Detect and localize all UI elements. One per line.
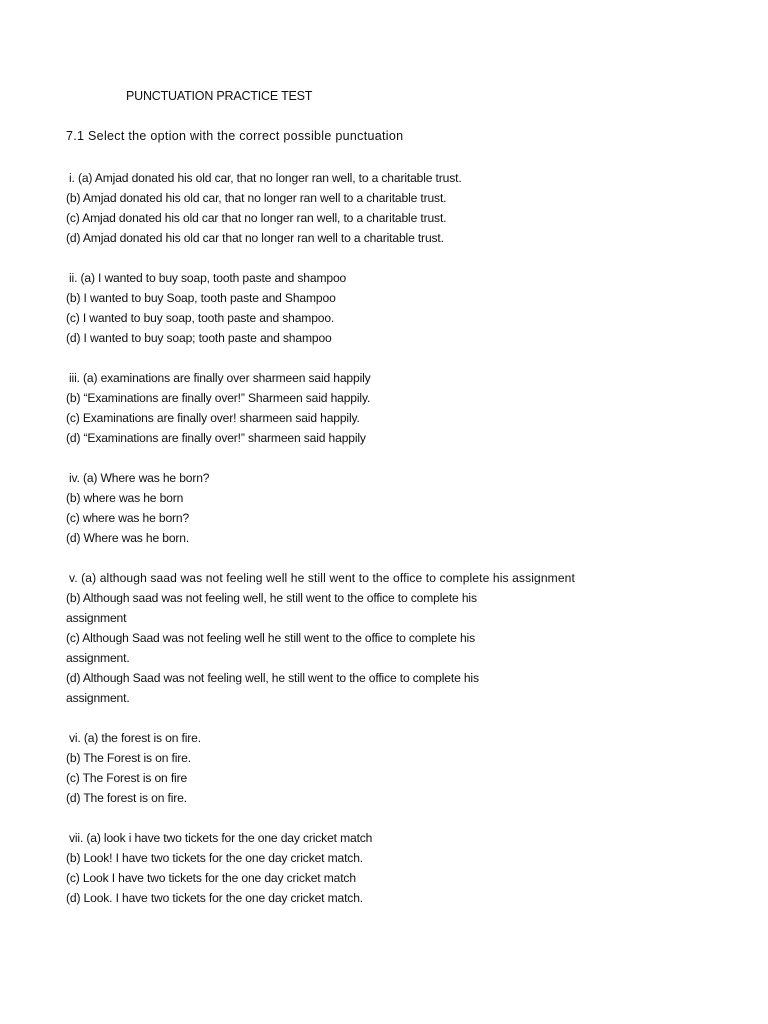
option-line: (c) Examinations are finally over! sharmeen said happily. [66,411,360,425]
option-line: (d) Amjad donated his old car that no longer ran well to a charitable trust. [66,231,444,245]
option-line-continued: assignment. [66,651,130,665]
question-line: iii. (a) examinations are finally over sharmeen said happily [69,371,371,385]
question-iii [66,368,726,448]
option-line: (b) The Forest is on fire. [66,751,191,765]
option-line: (d) The forest is on fire. [66,791,187,805]
question-line: v. (a) although saad was not feeling well he still went to the office to complete his assignment [69,571,575,585]
option-line: (b) I wanted to buy Soap, tooth paste and Shampoo [66,291,336,305]
question-line: iv. (a) Where was he born? [69,471,210,485]
option-line: (b) where was he born [66,491,184,505]
question-line: ii. (a) I wanted to buy soap, tooth paste and shampoo [69,271,347,285]
option-line: (c) Although Saad was not feeling well he still went to the office to complete his [66,631,475,645]
option-line: (c) The Forest is on fire [66,771,188,785]
option-line: (c) where was he born? [66,511,190,525]
question-ii [66,268,726,348]
option-line: (d) “Examinations are finally over!” sharmeen said happily [66,431,366,445]
exercise-instruction: 7.1 Select the option with the correct possible punctuation [66,129,404,143]
option-line: (d) Look. I have two tickets for the one day cricket match. [66,891,363,905]
option-line-continued: assignment [66,611,127,625]
option-line: (c) Amjad donated his old car that no longer ran well, to a charitable trust. [66,211,447,225]
option-line: (b) Look! I have two tickets for the one day cricket match. [66,851,363,865]
question-i [66,168,726,248]
option-line: (c) I wanted to buy soap, tooth paste and shampoo. [66,311,335,325]
question-list [66,168,726,928]
option-line: (b) “Examinations are finally over!” Sharmeen said happily. [66,391,371,405]
question-vi [66,728,726,808]
question-line: i. (a) Amjad donated his old car, that no longer ran well, to a charitable trust. [69,171,462,185]
option-line-continued: assignment. [66,691,130,705]
option-line: (c) Look I have two tickets for the one day cricket match [66,871,356,885]
question-line: vii. (a) look i have two tickets for the one day cricket match [69,831,373,845]
question-v [66,568,726,708]
question-vii [66,828,726,908]
option-line: (d) Where was he born. [66,531,190,545]
option-line: (d) Although Saad was not feeling well, he still went to the office to complete his [66,671,479,685]
question-iv [66,468,726,548]
question-line: vi. (a) the forest is on fire. [69,731,201,745]
option-line: (d) I wanted to buy soap; tooth paste and shampoo [66,331,332,345]
option-line: (b) Although saad was not feeling well, he still went to the office to complete his [66,591,477,605]
page-title: PUNCTUATION PRACTICE TEST [126,89,313,103]
option-line: (b) Amjad donated his old car, that no longer ran well to a charitable trust. [66,191,447,205]
